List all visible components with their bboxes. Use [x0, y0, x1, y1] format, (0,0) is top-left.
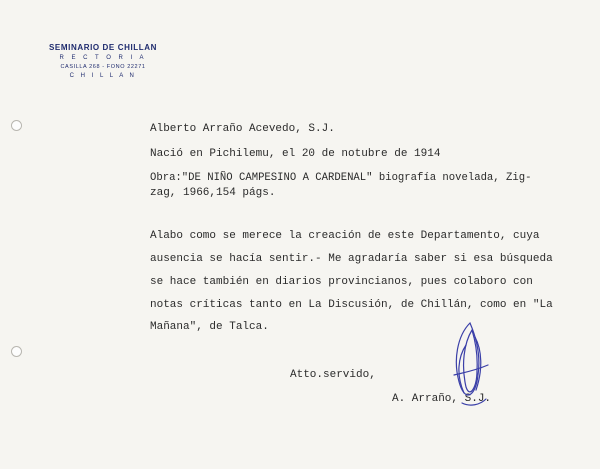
body-line: se hace también en diarios provincianos, pues colaboro con — [150, 276, 533, 288]
punch-hole-bottom — [11, 346, 22, 357]
birth-line: Nació en Pichilemu, el 20 de notubre de 1914 — [150, 148, 441, 160]
work-line-2: zag, 1966,154 págs. — [150, 187, 276, 199]
body-line: notas críticas tanto en La Discusión, de Chillán, como en "La — [150, 299, 553, 311]
work-line-1: Obra:"DE NIÑO CAMPESINO A CARDENAL" biografía novelada, Zig- — [150, 172, 532, 184]
letterhead-address: CASILLA 268 - FONO 22271 — [60, 64, 146, 70]
body-line: Alabo como se merece la creación de este Departamento, cuya — [150, 230, 540, 242]
closing: Atto.servido, — [290, 369, 376, 381]
typed-signature: A. Arraño, S.J. — [392, 393, 492, 405]
author-name: Alberto Arraño Acevedo, S.J. — [150, 123, 335, 135]
letterhead-city: C H I L L A N — [69, 73, 137, 79]
letterhead-title: SEMINARIO DE CHILLAN — [49, 43, 157, 52]
punch-hole-top — [11, 120, 22, 131]
body-line: ausencia se hacía sentir.- Me agradaría saber si esa búsqueda — [150, 253, 553, 265]
letterhead — [28, 43, 178, 79]
handwritten-signature — [440, 315, 500, 410]
letterhead-subtitle: R E C T O R I A — [59, 55, 147, 61]
body-line: Mañana", de Talca. — [150, 321, 269, 333]
